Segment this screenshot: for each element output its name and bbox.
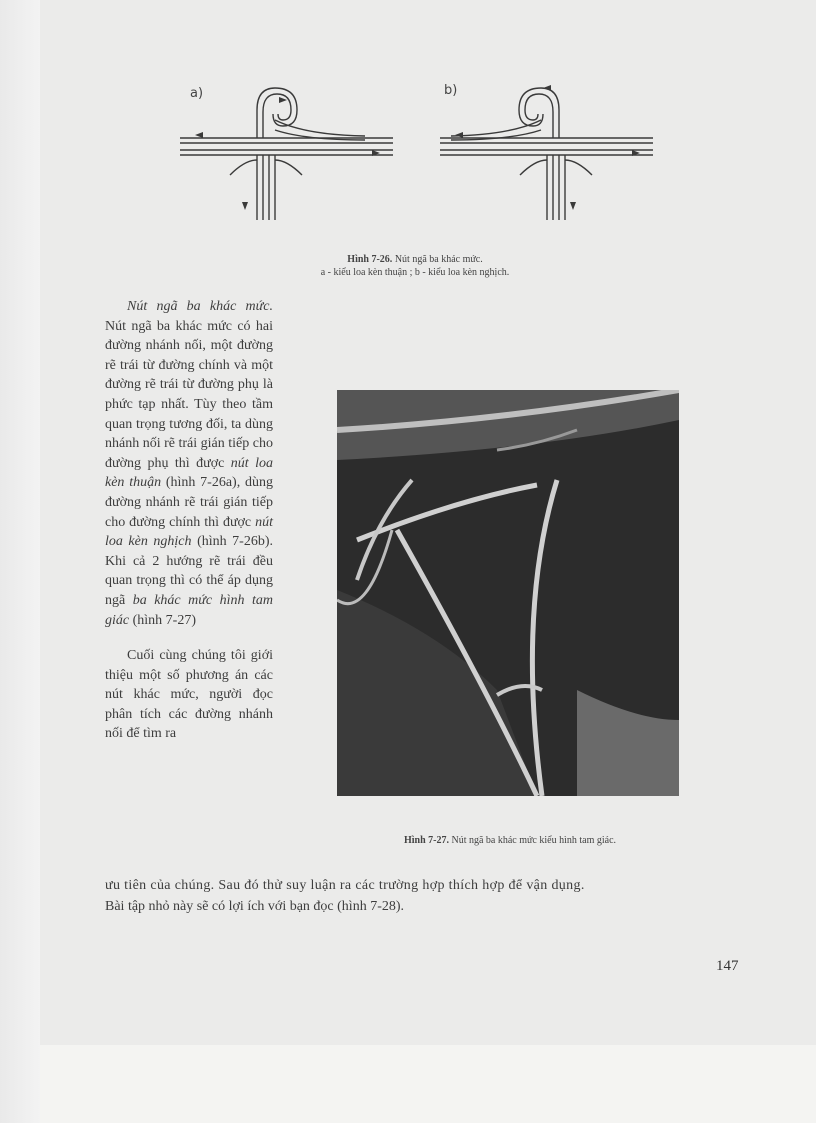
page-number: 147 [716, 958, 739, 974]
paragraph-1-text-3: (hình 7-26b). Khi cả 2 hướng rẽ trái đều quan trọng thì có thể áp dụng ngã [105, 534, 273, 608]
paragraph-2-line-1: ưu tiên của chúng. Sau đó thử suy luận ra các trường hợp thích hợp để vận dụng. [105, 878, 585, 893]
figure-caption-7-26 [270, 253, 560, 279]
term-tam-giac: ba khác mức hình tam giác [105, 592, 273, 628]
paragraph-1-text-2: (hình 7-26a), dùng đường nhánh rẽ trái gián tiếp cho đường chính thì được [105, 475, 273, 530]
paragraph-2-narrow: Cuối cùng chúng tôi giới thiệu một số phương án các nút khác mức, người đọc phân tích các đường nhánh nối để tìm ra [105, 648, 273, 742]
paragraph-2-line-2: Bài tập nhỏ này sẽ có lợi ích với bạn đọc (hình 7-28). [105, 899, 405, 914]
aerial-photo-illustration [337, 390, 679, 796]
figure-label-a: a) [190, 86, 204, 101]
interchange-diagram-b [435, 80, 660, 230]
paragraph-1-lead: Nút ngã ba khác mức. [127, 299, 273, 314]
figure-caption-7-27 [360, 834, 660, 847]
caption-title: Nút ngã ba khác mức kiểu hình tam giác. [451, 835, 617, 846]
caption-title: Nút ngã ba khác mức. [394, 254, 483, 265]
caption-number: Hình 7-27. [403, 835, 449, 846]
paragraph-1-text-1: Nút ngã ba khác mức có hai đường nhánh nối, một đường rẽ trái từ đường chính và một đường rẽ trái từ đường phụ là phức tạp nhất. Tùy theo tầm quan trọng tương đối, ta dùng nhánh nối rẽ trái gián tiếp cho đường phụ thì được [105, 318, 273, 471]
interchange-diagram-a [175, 80, 400, 230]
caption-number: Hình 7-26. [347, 254, 393, 265]
paragraph-1-text-4: (hình 7-27) [129, 612, 196, 628]
term-loa-ken-thuan: nút loa kèn thuận [105, 455, 273, 491]
term-loa-ken-nghich: nút loa kèn nghịch [105, 514, 273, 550]
figure-label-b: b) [444, 83, 458, 98]
caption-subtitle: a - kiểu loa kèn thuận ; b - kiểu loa kèn nghịch. [320, 267, 510, 278]
scan-margin [0, 0, 40, 1123]
aerial-photo-triangle-interchange [337, 390, 679, 796]
paragraph-1 [105, 297, 273, 630]
paragraph-column-left [105, 297, 273, 744]
